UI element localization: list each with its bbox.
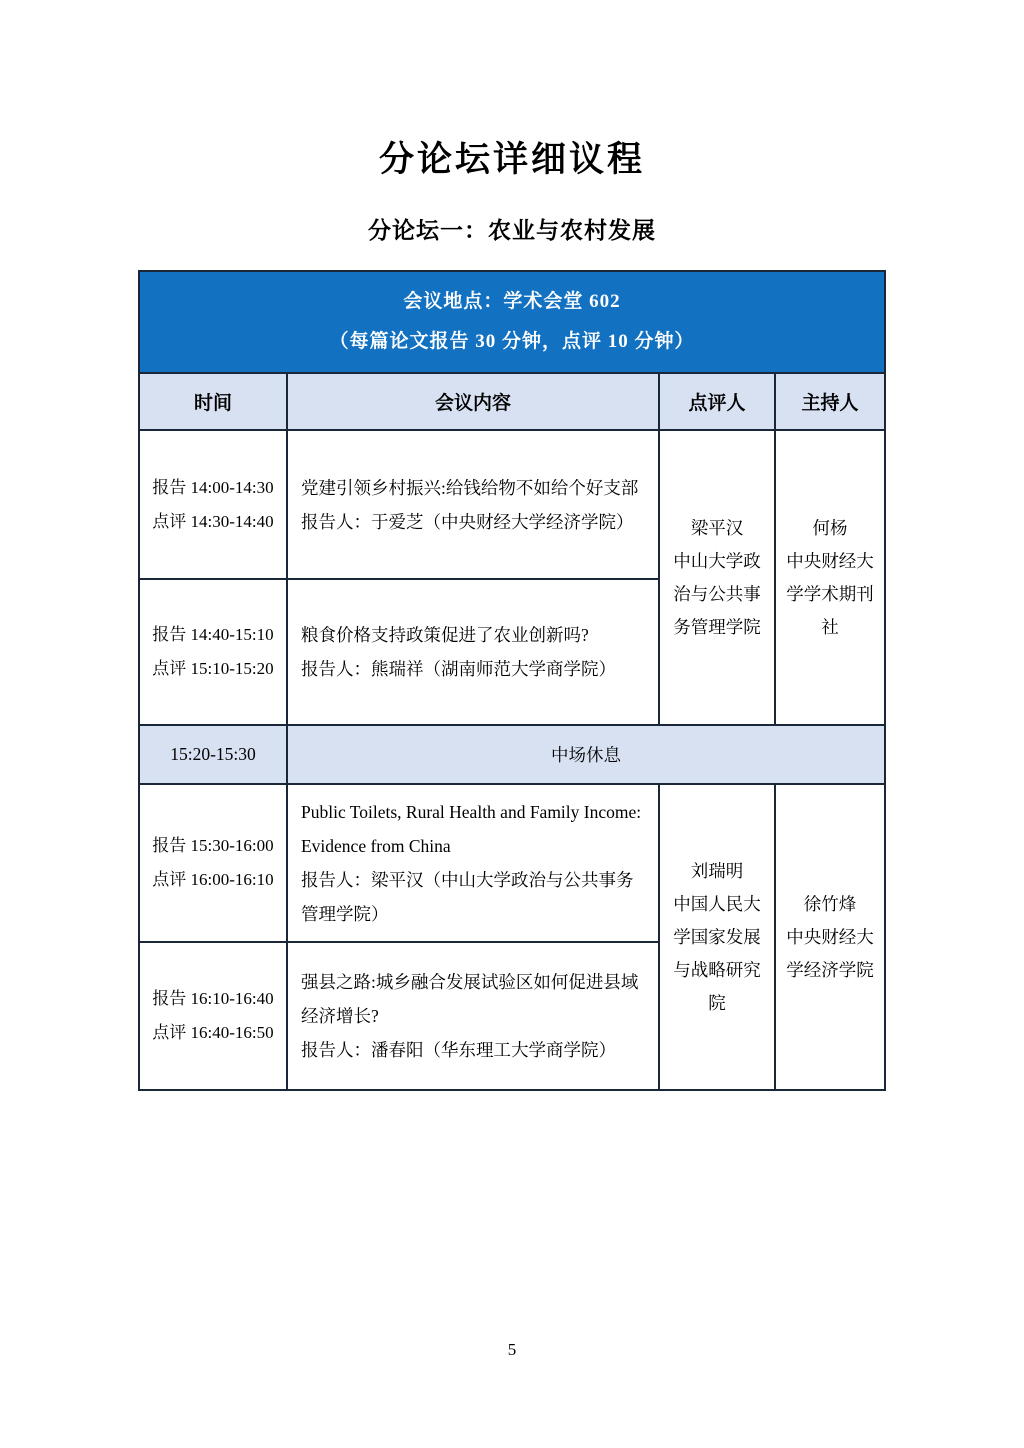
comment-time: 点评 16:00-16:10 (152, 870, 274, 889)
venue-timing-note: （每篇论文报告 30 分钟，点评 10 分钟） (329, 331, 695, 352)
comment-time: 点评 16:40-16:50 (152, 1023, 274, 1042)
forum-subtitle: 分论坛一：农业与农村发展 (368, 217, 656, 243)
page-title: 分论坛详细议程 (378, 140, 645, 179)
break-time-cell: 15:20-15:30 (139, 725, 287, 784)
paper-presenter: 报告人：潘春阳（华东理工大学商学院） (300, 1040, 616, 1060)
paper-title: Public Toilets, Rural Health and Family Income: Evidence from China (300, 802, 642, 856)
session-row-3 (139, 784, 885, 942)
paper-presenter: 报告人：熊瑞祥（湖南师范大学商学院） (300, 659, 616, 679)
chair-affiliation: 中央财经大学经济学院 (786, 926, 874, 980)
content-cell-2 (287, 579, 659, 725)
time-cell-3 (139, 784, 287, 942)
comment-time: 点评 14:30-14:40 (152, 511, 274, 531)
discussant-affiliation: 中山大学政治与公共事务管理学院 (673, 550, 761, 637)
venue-cell (139, 271, 885, 373)
col-header-time: 时间 (139, 373, 287, 430)
report-time: 报告 14:40-15:10 (152, 625, 274, 644)
col-header-discussant: 点评人 (659, 373, 775, 430)
discussant-affiliation: 中国人民大学国家发展与战略研究院 (673, 893, 761, 1013)
comment-time: 点评 15:10-15:20 (152, 659, 274, 678)
paper-title: 党建引领乡村振兴:给钱给物不如给个好支部 (300, 477, 639, 498)
discussant-name: 刘瑞明 (690, 860, 744, 881)
paper-title: 强县之路:城乡融合发展试验区如何促进县域经济增长? (300, 972, 639, 1026)
content-cell-1 (287, 430, 659, 579)
venue-row (139, 271, 885, 373)
col-header-chair: 主持人 (775, 373, 885, 430)
paper-presenter: 报告人：梁平汉（中山大学政治与公共事务管理学院） (300, 870, 634, 924)
time-cell-1 (139, 430, 287, 579)
session-row-1 (139, 430, 885, 579)
paper-title: 粮食价格支持政策促进了农业创新吗? (300, 625, 589, 645)
chair-cell-2 (775, 784, 885, 1090)
chair-name: 徐竹烽 (803, 893, 857, 914)
break-row (139, 725, 885, 784)
col-header-content: 会议内容 (287, 373, 659, 430)
report-time: 报告 16:10-16:40 (152, 989, 274, 1008)
discussant-name: 梁平汉 (690, 517, 744, 538)
paper-presenter: 报告人：于爱芝（中央财经大学经济学院） (300, 511, 634, 532)
report-time: 报告 14:00-14:30 (152, 477, 274, 497)
discussant-cell-2 (659, 784, 775, 1090)
time-cell-4 (139, 942, 287, 1090)
chair-affiliation: 中央财经大学学术期刊社 (786, 550, 874, 637)
agenda-table (138, 270, 886, 1091)
break-label-cell: 中场休息 (287, 725, 885, 784)
chair-name: 何杨 (812, 517, 848, 538)
venue-location: 会议地点：学术会堂 602 (403, 291, 621, 312)
discussant-cell-1 (659, 430, 775, 725)
time-cell-2 (139, 579, 287, 725)
report-time: 报告 15:30-16:00 (152, 836, 274, 855)
column-header-row (139, 373, 885, 430)
content-cell-4 (287, 942, 659, 1090)
page-number: 5 (507, 1340, 517, 1359)
content-cell-3 (287, 784, 659, 942)
chair-cell-1 (775, 430, 885, 725)
